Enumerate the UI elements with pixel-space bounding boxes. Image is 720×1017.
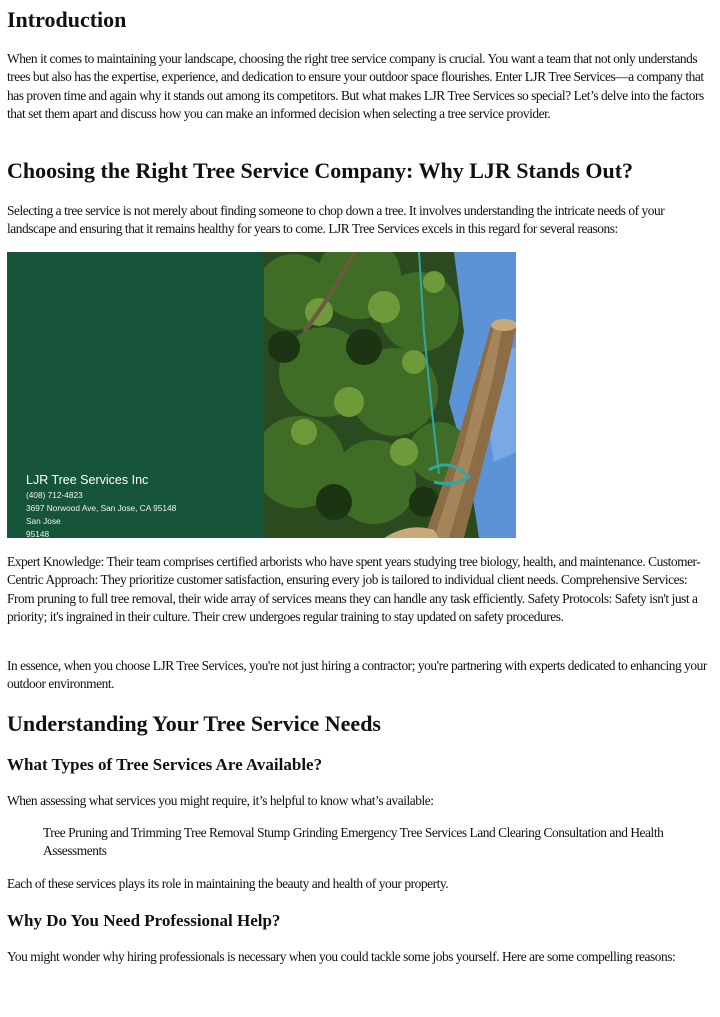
choosing-heading: Choosing the Right Tree Service Company: Why LJR Stands Out? (7, 158, 634, 183)
types-intro: When assessing what services you might require, it’s helpful to know what’s available: (7, 793, 434, 808)
company-banner-image (7, 252, 516, 538)
essence-paragraph: In essence, when you choose LJR Tree Services, you're not just hiring a contractor; you're partnering with experts dedicated to enhancing your outdoor environment. (7, 658, 707, 692)
intro-heading: Introduction (7, 7, 127, 32)
reasons-paragraph: Expert Knowledge: Their team comprises certified arborists who have spent years studying tree biology, health, and maintenance. Customer-Centric Approach: They prioritize customer satisfaction, ensuring every job is tailored to individual client needs. Comprehensive Services: From pruning to full tree removal, their wide array of services means they can handle any task efficiently. Safety Protocols: Safety isn't just a priority; it's ingrained in their culture. Their crew undergoes regular training to stay updated on safety procedures. (7, 554, 701, 625)
banner-zip: 95148 (26, 529, 50, 538)
banner-phone: (408) 712-4823 (26, 490, 83, 500)
help-intro: You might wonder why hiring professionals is necessary when you could tackle some jobs yourself. Here are some compelling reasons: (7, 949, 676, 964)
choosing-paragraph: Selecting a tree service is not merely about finding someone to chop down a tree. It involves understanding the intricate needs of your landscape and ensuring that it remains healthy for years to come. LJR Tree Services excels in this regard for several reasons: (7, 203, 665, 237)
banner-company-name: LJR Tree Services Inc (26, 473, 149, 487)
banner-city: San Jose (26, 516, 61, 526)
services-list: Tree Pruning and Trimming Tree Removal Stump Grinding Emergency Tree Services Land Clearing Consultation and Health Assessments (43, 825, 664, 859)
understanding-heading: Understanding Your Tree Service Needs (7, 711, 381, 736)
intro-paragraph: When it comes to maintaining your landscape, choosing the right tree service company is crucial. You want a team that not only understands trees but also has the expertise, experience, and dedication to ensure your outdoor space flourishes. Enter LJR Tree Services—a company that has proven time and again why it stands out among its competitors. But what makes LJR Tree Services so special? Let’s delve into the factors that set them apart and discuss how you can make an informed decision when selecting a tree service provider. (7, 51, 704, 122)
tree-trunk-photo (264, 252, 516, 538)
banner-green-panel (7, 252, 264, 538)
services-outro: Each of these services plays its role in maintaining the beauty and health of your property. (7, 876, 449, 891)
banner-address: 3697 Norwood Ave, San Jose, CA 95148 (26, 503, 177, 513)
types-heading: What Types of Tree Services Are Available? (7, 755, 323, 774)
help-heading: Why Do You Need Professional Help? (7, 911, 281, 930)
